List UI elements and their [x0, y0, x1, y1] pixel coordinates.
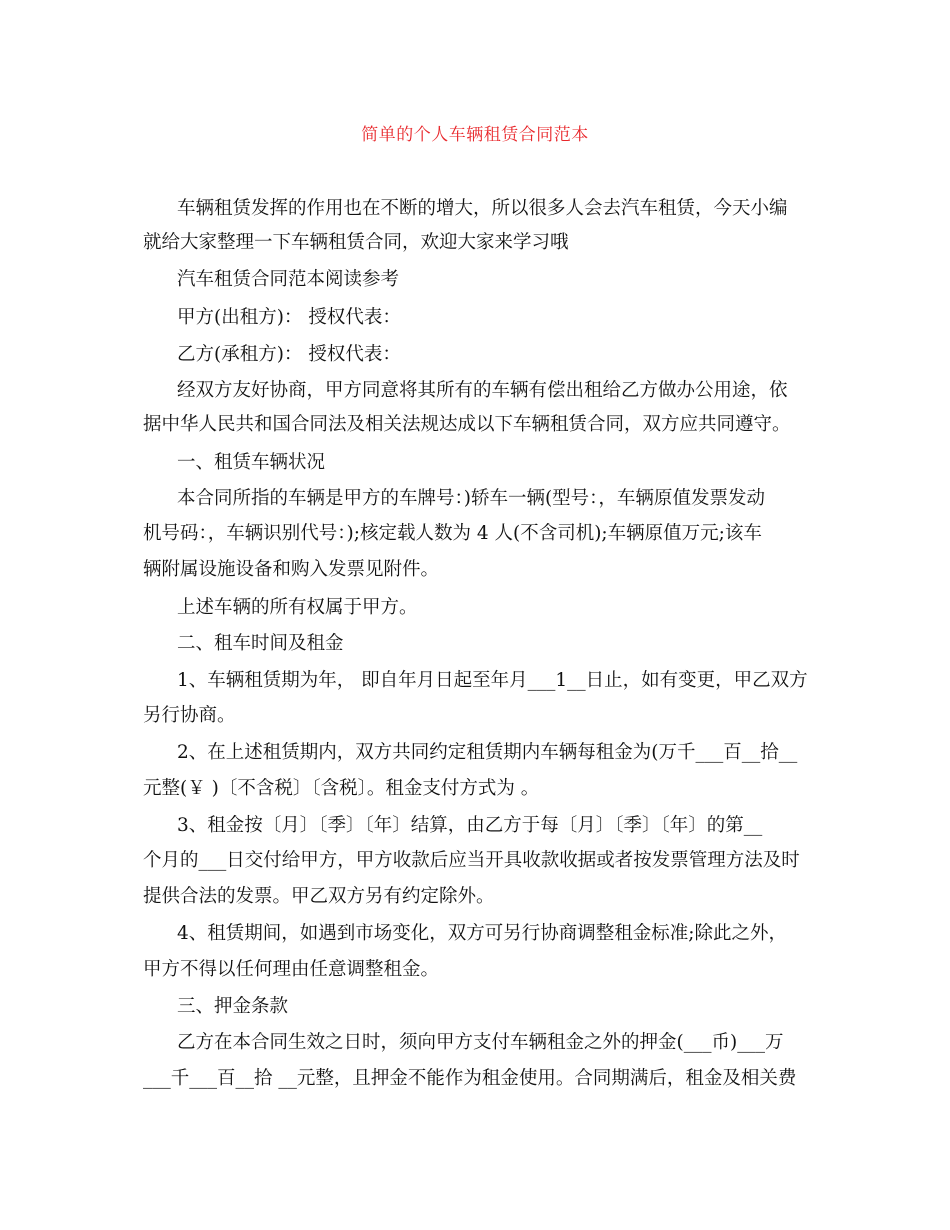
- paragraph-line: 上述车辆的所有权属于甲方。: [177, 597, 418, 618]
- paragraph-line: 乙方(承租方)： 授权代表：: [177, 344, 401, 365]
- section-heading: 三、押金条款: [177, 996, 289, 1017]
- paragraph-line: 经双方友好协商，甲方同意将其所有的车辆有偿出租给乙方做办公用途，依: [177, 380, 788, 401]
- paragraph-line: 2、在上述租赁期内，双方共同约定租赁期内车辆每租金为(万千___百__拾__: [177, 742, 798, 763]
- paragraph-line: 汽车租赁合同范本阅读参考: [177, 269, 400, 290]
- paragraph-line: 乙方在本合同生效之日时，须向甲方支付车辆租金之外的押金(___币)___万: [177, 1032, 784, 1053]
- paragraph-line: 就给大家整理一下车辆租赁合同，欢迎大家来学习哦: [143, 232, 569, 253]
- paragraph-line: 本合同所指的车辆是甲方的车牌号：)轿车一辆(型号：，车辆原值发票发动: [177, 488, 765, 509]
- section-heading: 一、租赁车辆状况: [177, 452, 326, 473]
- paragraph-line: 辆附属设施设备和购入发票见附件。: [143, 559, 440, 580]
- paragraph-line: 4、租赁期间，如遇到市场变化，双方可另行协商调整租金标准;除此之外，: [177, 923, 788, 944]
- paragraph-line: 据中华人民共和国合同法及相关法规达成以下车辆租赁合同，双方应共同遵守。: [143, 414, 791, 435]
- paragraph-line: 车辆租赁发挥的作用也在不断的增大，所以很多人会去汽车租赁，今天小编: [177, 198, 788, 219]
- paragraph-line: 元整(￥ )〔不含税〕〔含税〕。租金支付方式为 。: [143, 778, 540, 799]
- paragraph-line: 甲方(出租方)： 授权代表：: [177, 307, 401, 328]
- document-title: 简单的个人车辆租赁合同范本: [361, 125, 589, 145]
- paragraph-line: 另行协商。: [143, 705, 236, 726]
- paragraph-line: ___千___百__拾 __元整，且押金不能作为租金使用。合同期满后，租金及相关费: [143, 1068, 797, 1089]
- paragraph-line: 个月的___日交付给甲方，甲方收款后应当开具收款收据或者按发票管理方法及时: [143, 850, 800, 871]
- section-heading: 二、租车时间及租金: [177, 633, 344, 654]
- paragraph-line: 提供合法的发票。甲乙双方另有约定除外。: [143, 886, 495, 907]
- paragraph-line: 1、车辆租赁期为年， 即自年月日起至年月___1__日止，如有变更，甲乙双方: [177, 670, 808, 691]
- paragraph-line: 甲方不得以任何理由任意调整租金。: [143, 959, 440, 980]
- paragraph-line: 3、租金按〔月〕〔季〕〔年〕结算，由乙方于每〔月〕〔季〕〔年〕的第__: [177, 815, 763, 836]
- paragraph-line: 机号码：，车辆识别代号：);核定载人数为 4 人(不含司机);车辆原值万元;该车: [143, 523, 762, 544]
